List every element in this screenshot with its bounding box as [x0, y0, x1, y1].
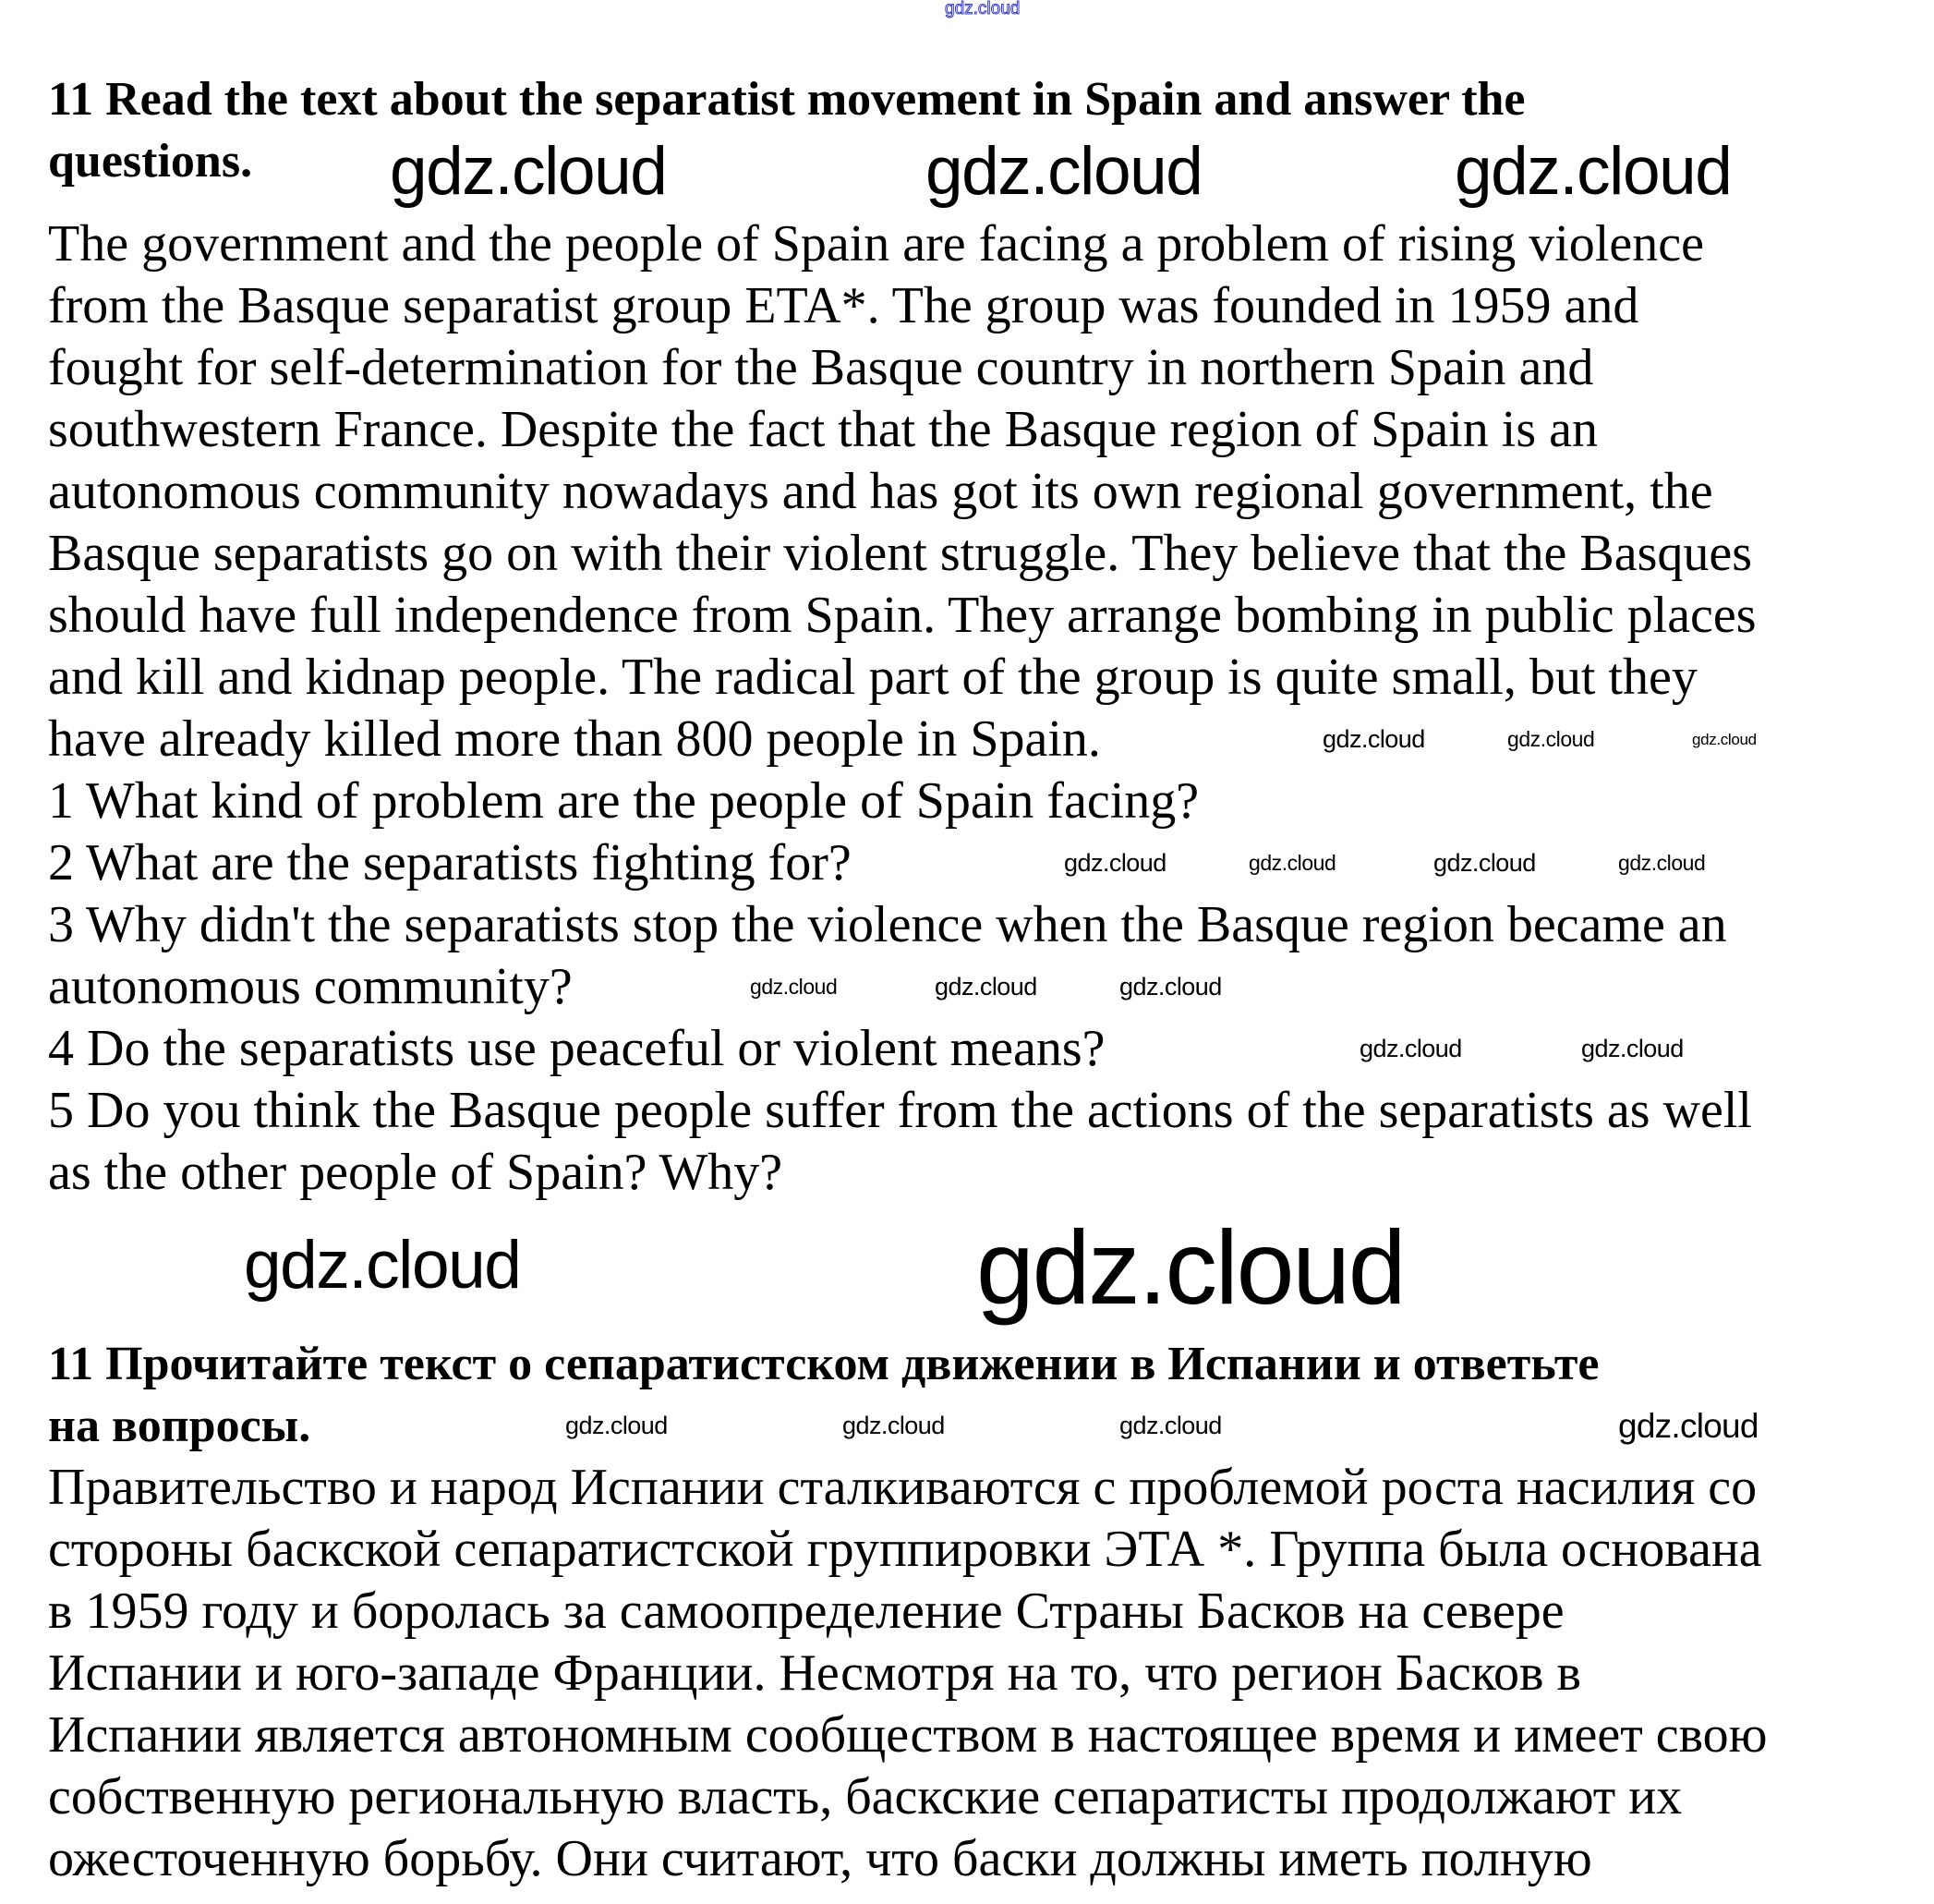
exercise-heading-en: 11 Read the text about the separatist movement in Spain and answer the [48, 73, 1526, 126]
text-line: стороны баскской сепаратистской группировки ЭТА *. Группа была основана [48, 1521, 1762, 1578]
text-line: fought for self-determination for the Basque country in northern Spain and [48, 339, 1594, 396]
watermark: gdz.cloud [1323, 725, 1425, 753]
text-line: Правительство и народ Испании сталкиваются с проблемой роста насилия со [48, 1459, 1758, 1516]
watermark: gdz.cloud [244, 1228, 521, 1303]
text-line: from the Basque separatist group ETA*. The group was founded in 1959 and [48, 277, 1639, 334]
question-line: 2 What are the separatists fighting for? [48, 834, 852, 891]
watermark: gdz.cloud [1618, 1407, 1759, 1445]
watermark: gdz.cloud [1064, 849, 1166, 877]
exercise-heading-ru: на вопросы. [48, 1400, 311, 1452]
watermark: gdz.cloud [565, 1412, 668, 1439]
exercise-heading-ru: 11 Прочитайте текст о сепаратистском движении в Испании и ответьте [48, 1338, 1600, 1390]
watermark: gdz.cloud [1455, 134, 1732, 209]
text-line: ожесточенную борьбу. Они считают, что баски должны иметь полную [48, 1830, 1592, 1887]
text-line: autonomous community nowadays and has got its own regional government, the [48, 463, 1713, 520]
text-line: Испании является автономным сообществом в настоящее время и имеет свою [48, 1706, 1768, 1764]
watermark: gdz.cloud [1507, 727, 1595, 751]
watermark: gdz.cloud [1360, 1035, 1462, 1062]
section-gap [48, 1204, 1895, 1333]
text-line: southwestern France. Despite the fact that the Basque region of Spain is an [48, 401, 1598, 458]
watermark: gdz.cloud [1119, 973, 1222, 1001]
text-line: The government and the people of Spain are facing a problem of rising violence [48, 215, 1704, 273]
text-line: в 1959 году и боролась за самоопределение Страны Басков на севере [48, 1583, 1565, 1640]
text-line: and kill and kidnap people. The radical part of the group is quite small, but they [48, 649, 1698, 706]
question-line: 1 What kind of problem are the people of Spain facing? [48, 772, 1200, 830]
watermark: gdz.cloud [1692, 731, 1757, 748]
text-line: собственную региональную власть, баскские сепаратисты продолжают их [48, 1768, 1683, 1825]
watermark: gdz.cloud [925, 134, 1203, 209]
question-line: 5 Do you think the Basque people suffer from the actions of the separatists as well [48, 1082, 1752, 1139]
watermark: gdz.cloud [935, 973, 1037, 1001]
watermark: gdz.cloud [1618, 851, 1706, 875]
text-line: have already killed more than 800 people in Spain. [48, 710, 1101, 768]
exercise-heading-en: questions. [48, 135, 253, 188]
document-page [48, 68, 1895, 1890]
watermark: gdz.cloud [945, 0, 1021, 18]
question-line: 4 Do the separatists use peaceful or violent means? [48, 1020, 1106, 1077]
watermark: gdz.cloud [1581, 1035, 1684, 1062]
watermark: gdz.cloud [390, 134, 667, 209]
text-line: should have full independence from Spain. They arrange bombing in public places [48, 587, 1757, 644]
text-line: Испании и юго-западе Франции. Несмотря на то, что регион Басков в [48, 1644, 1581, 1702]
watermark: gdz.cloud [976, 1209, 1405, 1326]
question-line: autonomous community? [48, 958, 573, 1015]
watermark: gdz.cloud [1119, 1412, 1222, 1439]
watermark: gdz.cloud [1249, 851, 1336, 875]
watermark: gdz.cloud [1433, 849, 1536, 877]
text-line: Basque separatists go on with their violent struggle. They believe that the Basques [48, 525, 1753, 582]
watermark: gdz.cloud [750, 975, 838, 999]
watermark: gdz.cloud [842, 1412, 945, 1439]
question-line: 3 Why didn't the separatists stop the violence when the Basque region became an [48, 896, 1727, 953]
question-line: as the other people of Spain? Why? [48, 1144, 783, 1201]
